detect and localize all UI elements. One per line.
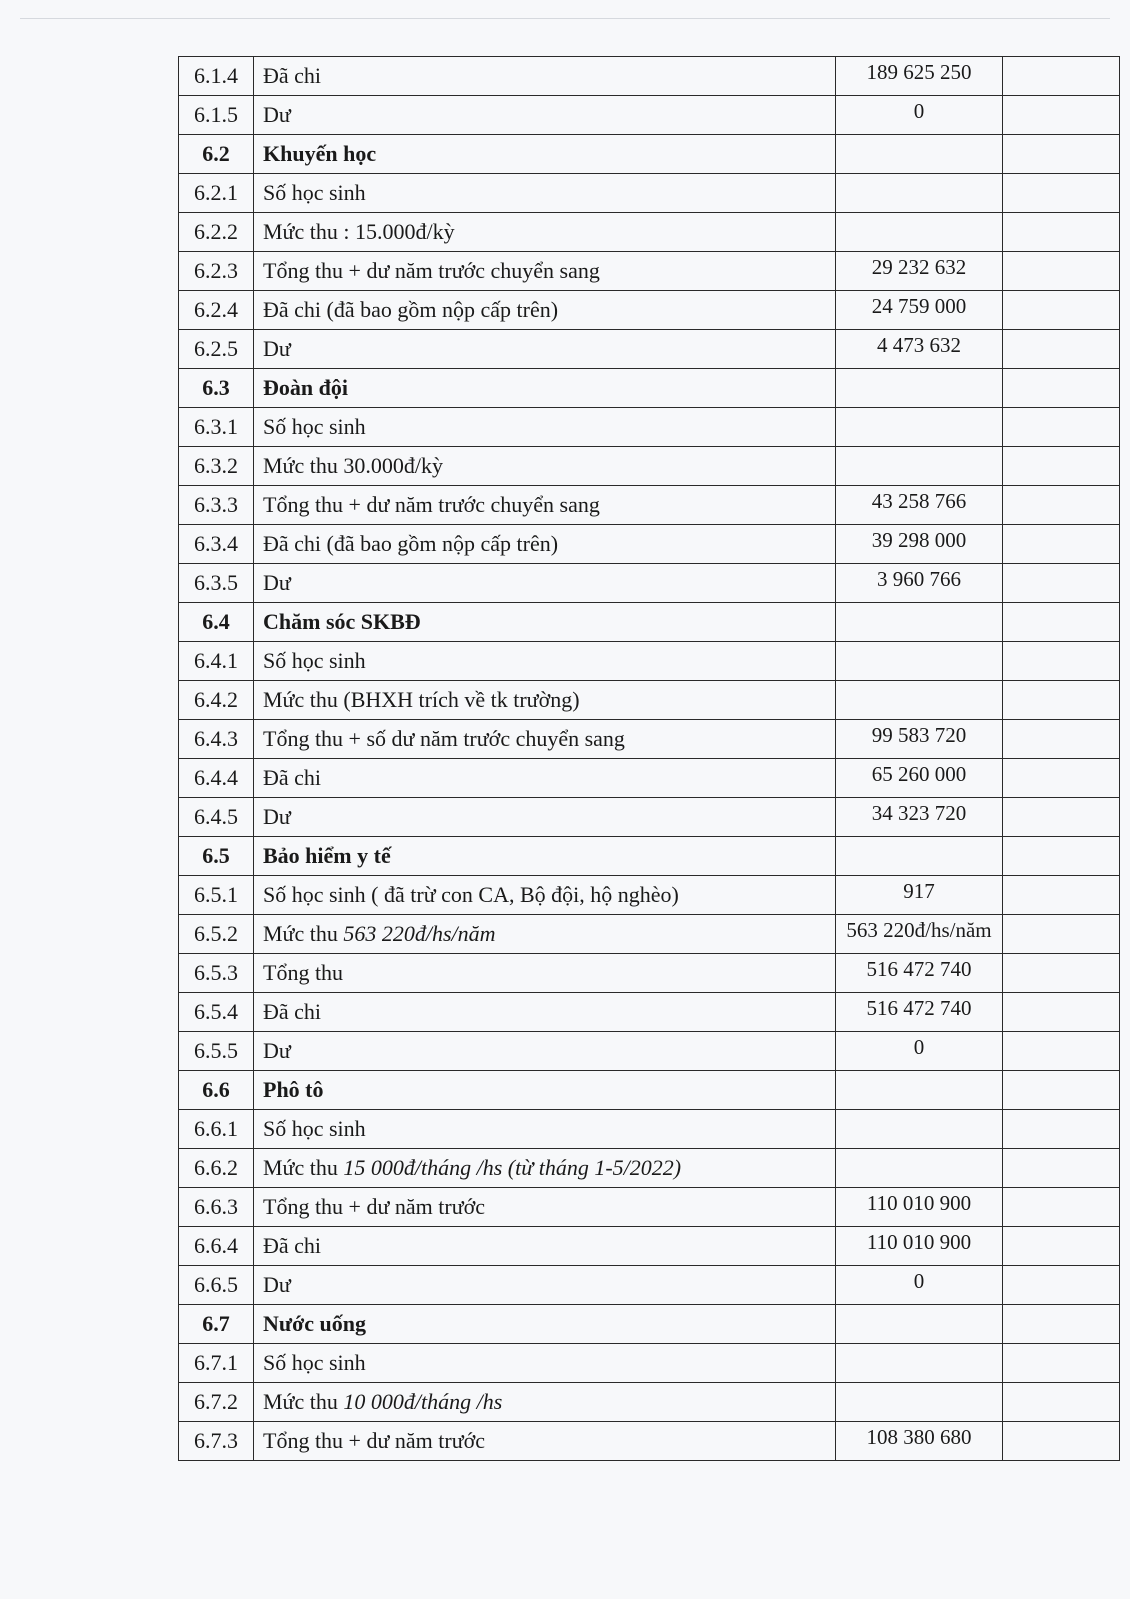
row-extra-cell — [1003, 993, 1120, 1032]
row-description — [254, 1383, 836, 1422]
row-value — [836, 174, 1003, 213]
row-description — [254, 291, 836, 330]
row-description-text: Số học sinh — [263, 648, 366, 673]
row-value — [836, 447, 1003, 486]
row-value: 39 298 000 — [836, 525, 1003, 564]
row-extra-cell — [1003, 876, 1120, 915]
row-description-text: Bảo hiểm y tế — [263, 843, 391, 868]
row-value: 0 — [836, 1032, 1003, 1071]
row-value — [836, 681, 1003, 720]
row-value: 34 323 720 — [836, 798, 1003, 837]
row-value: 4 473 632 — [836, 330, 1003, 369]
table-row — [179, 993, 1120, 1032]
table-row — [179, 876, 1120, 915]
row-code: 6.5 — [179, 837, 254, 876]
row-description-text: Tổng thu + dư năm trước chuyển sang — [263, 258, 600, 283]
table-row — [179, 759, 1120, 798]
row-description-text: Khuyến học — [263, 141, 377, 166]
row-description — [254, 603, 836, 642]
row-description — [254, 1305, 836, 1344]
row-code: 6.4.1 — [179, 642, 254, 681]
row-description-italic: 563 220đ/hs/năm — [343, 921, 496, 946]
row-extra-cell — [1003, 525, 1120, 564]
row-value: 110 010 900 — [836, 1188, 1003, 1227]
row-description-text: Nước uống — [263, 1311, 367, 1336]
row-code: 6.7.3 — [179, 1422, 254, 1461]
row-code: 6.2.5 — [179, 330, 254, 369]
row-extra-cell — [1003, 96, 1120, 135]
row-description-text: Dư — [263, 336, 291, 361]
row-extra-cell — [1003, 1071, 1120, 1110]
row-description-italic: 15 000đ/tháng /hs (từ tháng 1-5/2022) — [343, 1155, 682, 1180]
row-description — [254, 330, 836, 369]
row-extra-cell — [1003, 954, 1120, 993]
row-code: 6.6.2 — [179, 1149, 254, 1188]
row-code: 6.5.3 — [179, 954, 254, 993]
row-extra-cell — [1003, 1188, 1120, 1227]
row-extra-cell — [1003, 369, 1120, 408]
table-row — [179, 486, 1120, 525]
row-description-text: Số học sinh — [263, 1350, 366, 1375]
row-extra-cell — [1003, 447, 1120, 486]
row-extra-cell — [1003, 1305, 1120, 1344]
row-description-text: Tổng thu — [263, 960, 344, 985]
table-row — [179, 447, 1120, 486]
row-value — [836, 135, 1003, 174]
row-code: 6.6.5 — [179, 1266, 254, 1305]
row-value — [836, 1149, 1003, 1188]
row-value — [836, 1071, 1003, 1110]
row-value: 917 — [836, 876, 1003, 915]
row-description-text: Dư — [263, 570, 291, 595]
row-code: 6.4.5 — [179, 798, 254, 837]
scan-edge-line — [20, 18, 1110, 19]
row-description-text: Đã chi — [263, 999, 322, 1024]
row-code: 6.4.4 — [179, 759, 254, 798]
row-description-text: Tổng thu + dư năm trước chuyển sang — [263, 492, 600, 517]
row-code: 6.6.3 — [179, 1188, 254, 1227]
row-value: 516 472 740 — [836, 954, 1003, 993]
table-row — [179, 57, 1120, 96]
row-code: 6.2 — [179, 135, 254, 174]
row-value: 563 220đ/hs/năm — [836, 915, 1003, 954]
row-description-text: Đã chi — [263, 765, 322, 790]
row-description-text: Dư — [263, 1038, 291, 1063]
row-description — [254, 954, 836, 993]
table-row — [179, 798, 1120, 837]
row-value: 516 472 740 — [836, 993, 1003, 1032]
row-value: 29 232 632 — [836, 252, 1003, 291]
row-extra-cell — [1003, 759, 1120, 798]
table-row — [179, 1344, 1120, 1383]
row-description-text: Đã chi (đã bao gồm nộp cấp trên) — [263, 531, 559, 556]
row-description-text: Mức thu — [263, 921, 344, 946]
row-description — [254, 915, 836, 954]
row-description — [254, 798, 836, 837]
row-description-text: Số học sinh ( đã trừ con CA, Bộ đội, hộ nghèo) — [263, 882, 679, 907]
row-description — [254, 837, 836, 876]
row-description-text: Dư — [263, 1272, 291, 1297]
row-value: 65 260 000 — [836, 759, 1003, 798]
section-row — [179, 603, 1120, 642]
row-extra-cell — [1003, 330, 1120, 369]
row-description — [254, 447, 836, 486]
row-code: 6.7.2 — [179, 1383, 254, 1422]
row-value — [836, 837, 1003, 876]
row-value — [836, 369, 1003, 408]
row-description — [254, 642, 836, 681]
row-code: 6.7 — [179, 1305, 254, 1344]
row-code: 6.1.5 — [179, 96, 254, 135]
row-value — [836, 1383, 1003, 1422]
row-description — [254, 1227, 836, 1266]
row-value — [836, 642, 1003, 681]
table-row — [179, 174, 1120, 213]
row-description — [254, 369, 836, 408]
row-code: 6.5.2 — [179, 915, 254, 954]
row-description — [254, 876, 836, 915]
row-description — [254, 1071, 836, 1110]
row-description-text: Mức thu — [263, 1155, 344, 1180]
row-description-text: Chăm sóc SKBĐ — [263, 609, 421, 634]
row-description — [254, 1032, 836, 1071]
row-value: 189 625 250 — [836, 57, 1003, 96]
row-extra-cell — [1003, 57, 1120, 96]
row-description — [254, 213, 836, 252]
row-code: 6.6.1 — [179, 1110, 254, 1149]
row-extra-cell — [1003, 603, 1120, 642]
row-description — [254, 1188, 836, 1227]
row-code: 6.3 — [179, 369, 254, 408]
row-description — [254, 135, 836, 174]
row-code: 6.2.1 — [179, 174, 254, 213]
row-description — [254, 564, 836, 603]
row-code: 6.5.4 — [179, 993, 254, 1032]
row-description-text: Dư — [263, 804, 291, 829]
row-code: 6.3.5 — [179, 564, 254, 603]
row-description — [254, 759, 836, 798]
row-extra-cell — [1003, 1227, 1120, 1266]
table-row — [179, 915, 1120, 954]
row-description — [254, 1266, 836, 1305]
table-row — [179, 1227, 1120, 1266]
row-description-text: Đã chi — [263, 63, 322, 88]
row-code: 6.2.2 — [179, 213, 254, 252]
table-row — [179, 954, 1120, 993]
table-row — [179, 1266, 1120, 1305]
row-extra-cell — [1003, 174, 1120, 213]
row-code: 6.1.4 — [179, 57, 254, 96]
row-extra-cell — [1003, 1032, 1120, 1071]
row-description — [254, 1149, 836, 1188]
table-row — [179, 720, 1120, 759]
row-description-text: Số học sinh — [263, 180, 366, 205]
row-value — [836, 1110, 1003, 1149]
row-code: 6.7.1 — [179, 1344, 254, 1383]
row-description — [254, 1422, 836, 1461]
row-extra-cell — [1003, 915, 1120, 954]
row-code: 6.3.4 — [179, 525, 254, 564]
row-code: 6.6.4 — [179, 1227, 254, 1266]
row-extra-cell — [1003, 486, 1120, 525]
table-row — [179, 408, 1120, 447]
table-row — [179, 1110, 1120, 1149]
row-value — [836, 1305, 1003, 1344]
row-code: 6.5.1 — [179, 876, 254, 915]
section-row — [179, 1071, 1120, 1110]
table-row — [179, 642, 1120, 681]
row-description-text: Mức thu (BHXH trích về tk trường) — [263, 687, 580, 712]
row-code: 6.4.3 — [179, 720, 254, 759]
section-row — [179, 1305, 1120, 1344]
row-code: 6.3.3 — [179, 486, 254, 525]
row-value — [836, 408, 1003, 447]
row-description-text: Dư — [263, 102, 291, 127]
row-value: 110 010 900 — [836, 1227, 1003, 1266]
table-row — [179, 1422, 1120, 1461]
table-row — [179, 291, 1120, 330]
row-extra-cell — [1003, 1422, 1120, 1461]
table-row — [179, 1149, 1120, 1188]
row-extra-cell — [1003, 135, 1120, 174]
finance-table-body — [179, 57, 1120, 1461]
row-extra-cell — [1003, 798, 1120, 837]
table-row — [179, 96, 1120, 135]
row-description-text: Tổng thu + dư năm trước — [263, 1194, 486, 1219]
table-row — [179, 564, 1120, 603]
row-extra-cell — [1003, 720, 1120, 759]
row-description-text: Mức thu 30.000đ/kỳ — [263, 453, 443, 478]
row-code: 6.5.5 — [179, 1032, 254, 1071]
finance-table — [178, 56, 1120, 1461]
row-extra-cell — [1003, 642, 1120, 681]
row-extra-cell — [1003, 1149, 1120, 1188]
row-description — [254, 1110, 836, 1149]
row-code: 6.4.2 — [179, 681, 254, 720]
row-extra-cell — [1003, 681, 1120, 720]
row-code: 6.3.1 — [179, 408, 254, 447]
row-description-text: Tổng thu + dư năm trước — [263, 1428, 486, 1453]
row-extra-cell — [1003, 837, 1120, 876]
row-description — [254, 174, 836, 213]
row-code: 6.3.2 — [179, 447, 254, 486]
row-description — [254, 96, 836, 135]
row-code: 6.2.3 — [179, 252, 254, 291]
table-row — [179, 1188, 1120, 1227]
row-value: 0 — [836, 96, 1003, 135]
row-extra-cell — [1003, 408, 1120, 447]
table-row — [179, 213, 1120, 252]
row-description — [254, 1344, 836, 1383]
row-value: 0 — [836, 1266, 1003, 1305]
table-row — [179, 525, 1120, 564]
row-code: 6.6 — [179, 1071, 254, 1110]
row-description-text: Tổng thu + số dư năm trước chuyển sang — [263, 726, 625, 751]
table-row — [179, 330, 1120, 369]
row-value — [836, 603, 1003, 642]
row-extra-cell — [1003, 1266, 1120, 1305]
row-description — [254, 486, 836, 525]
section-row — [179, 837, 1120, 876]
row-description-text: Phô tô — [263, 1077, 324, 1102]
row-description-text: Đã chi (đã bao gồm nộp cấp trên) — [263, 297, 559, 322]
section-row — [179, 135, 1120, 174]
row-extra-cell — [1003, 1344, 1120, 1383]
row-value: 24 759 000 — [836, 291, 1003, 330]
row-description-text: Số học sinh — [263, 1116, 366, 1141]
table-row — [179, 1383, 1120, 1422]
row-extra-cell — [1003, 291, 1120, 330]
row-extra-cell — [1003, 1383, 1120, 1422]
row-value: 99 583 720 — [836, 720, 1003, 759]
row-description — [254, 681, 836, 720]
row-description-text: Mức thu : 15.000đ/kỳ — [263, 219, 455, 244]
row-description-text: Mức thu — [263, 1389, 344, 1414]
row-extra-cell — [1003, 252, 1120, 291]
row-description-text: Số học sinh — [263, 414, 366, 439]
row-value: 108 380 680 — [836, 1422, 1003, 1461]
row-description-text: Đã chi — [263, 1233, 322, 1258]
row-value — [836, 213, 1003, 252]
table-row — [179, 252, 1120, 291]
row-description — [254, 720, 836, 759]
row-value: 43 258 766 — [836, 486, 1003, 525]
row-description-text: Đoàn đội — [263, 375, 348, 400]
row-description — [254, 408, 836, 447]
table-row — [179, 1032, 1120, 1071]
row-description — [254, 993, 836, 1032]
row-extra-cell — [1003, 1110, 1120, 1149]
row-description-italic: 10 000đ/tháng /hs — [343, 1389, 503, 1414]
row-code: 6.4 — [179, 603, 254, 642]
row-extra-cell — [1003, 213, 1120, 252]
section-row — [179, 369, 1120, 408]
table-row — [179, 681, 1120, 720]
row-code: 6.2.4 — [179, 291, 254, 330]
row-description — [254, 57, 836, 96]
row-description — [254, 525, 836, 564]
row-extra-cell — [1003, 564, 1120, 603]
row-value — [836, 1344, 1003, 1383]
row-value: 3 960 766 — [836, 564, 1003, 603]
row-description — [254, 252, 836, 291]
